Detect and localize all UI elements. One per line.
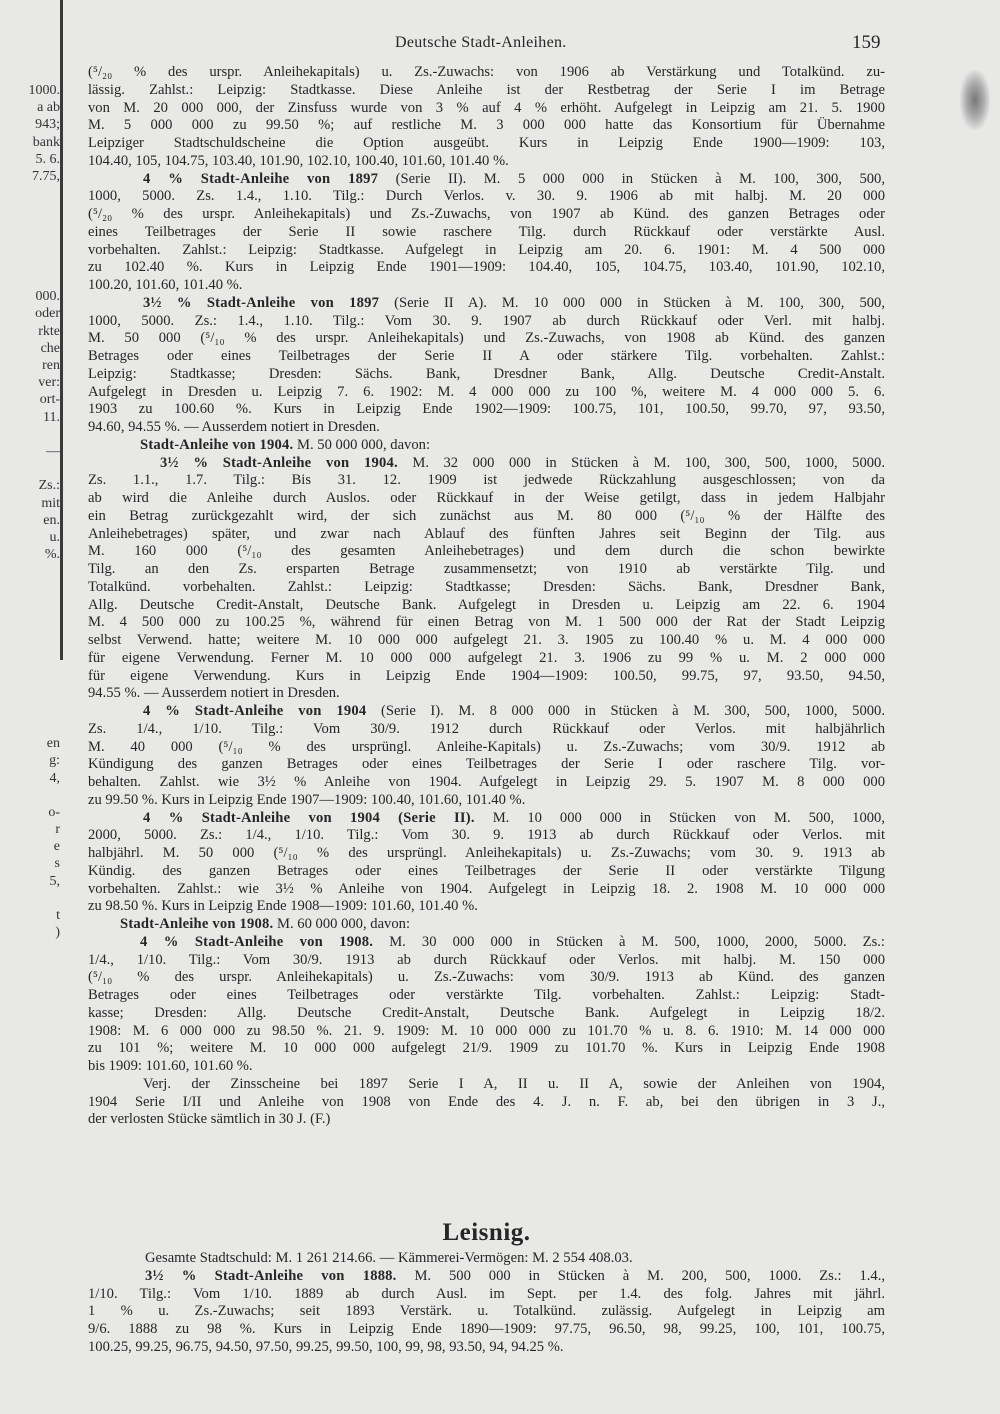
line-text: 9/6. 1888 zu 98 %. Kurs in Leipzig Ende 1890—1909: 97.75, 96.50, 98, 99.25, 100, 101, 100.75, <box>88 1321 885 1337</box>
fragment-line <box>0 460 60 477</box>
entry-paragraph <box>88 295 885 437</box>
text-line <box>88 1111 885 1129</box>
fragment-line <box>0 666 60 683</box>
line-text: der verlosten Stücke sämtlich in 30 J. (F.) <box>88 1111 331 1128</box>
fragment-line: 7.75, <box>32 168 60 184</box>
fragment-line: 943; <box>35 117 60 133</box>
line-text: Totalkünd. vorbehalten. Zahlst.: Leipzig: Stadtkasse; Dresden: Sächs. Bank, Dresdner Bank, <box>88 578 885 595</box>
text-line <box>88 756 885 774</box>
text-line <box>88 650 885 668</box>
fragment-line: %. <box>44 547 60 563</box>
entry-title: 4 % Stadt-Anleihe von 1904 (Serie II). <box>143 809 475 826</box>
entry-title: Stadt-Anleihe von 1908. <box>120 916 274 932</box>
line-text: M. 50 000 000, davon: <box>293 436 431 453</box>
fragment-line: a ab <box>37 100 60 116</box>
fragment-line: 1000. <box>28 83 60 98</box>
fragment-line: u. <box>49 529 60 545</box>
fragment-line <box>0 271 60 288</box>
line-text: 1904 Serie I/II und Anleihe von 1908 von Ende des 4. J. n. F. ab, bei den übrigen in 3 J., <box>88 1093 885 1110</box>
text-line <box>88 277 885 295</box>
fragment-line <box>0 220 60 237</box>
fragment-line: ren <box>42 358 60 373</box>
text-line <box>88 1058 885 1076</box>
text-line <box>88 703 885 721</box>
text-line <box>88 739 885 757</box>
line-text: halbjährl. M. 50 000 (⁵/₁₀ % des ursprüngl. Anleihekapitals) u. Zs.-Zuwachs; vom 30. 9. 1913 ab <box>88 845 885 861</box>
fragment-line: t <box>56 908 60 923</box>
fragment-line: che <box>40 340 60 356</box>
line-text: M. 160 000 (⁵/₁₀ des gesamten Anleihebetrages) und dem durch die schon bewirkte <box>88 543 885 560</box>
running-title: Deutsche Stadt-Anleihen. <box>395 34 567 51</box>
line-text: Zs. 1/4., 1/10. Tilg.: Vom 30/9. 1912 durch Rückkauf oder Verlos. mit halbjährlich <box>88 720 885 737</box>
fragment-line <box>0 563 60 580</box>
text-line <box>88 898 885 916</box>
text-line <box>88 242 885 260</box>
line-text: 1/10. Tilg.: Vom 1/10. 1889 ab durch Ausl. im Sept. per 1.4. des folg. Jahres mit jährl. <box>88 1285 885 1302</box>
line-text: Allg. Deutsche Credit-Anstalt, Deutsche Bank. Aufgelegt in Dresden u. Leipzig am 22. 6. 1904 <box>88 596 885 613</box>
text-line <box>88 792 885 810</box>
fragment-line: 5, <box>49 873 60 889</box>
line-text: 100.25, 99.25, 96.75, 94.50, 97.50, 99.25, 99.50, 100, 99, 98, 93.50, 94, 94.25 %. <box>88 1338 564 1355</box>
text-line <box>88 348 885 366</box>
fragment-line <box>0 185 60 202</box>
text-line <box>88 1076 885 1094</box>
line-text: M. 32 000 000 in Stücken à M. 100, 300, 500, 1000, 5000. <box>397 454 885 471</box>
text-line <box>88 384 885 402</box>
line-text: M. 500 000 in Stücken à M. 200, 500, 1000. Zs.: 1.4., <box>396 1267 885 1284</box>
text-line <box>88 1023 885 1041</box>
text-line <box>88 490 885 508</box>
entry-paragraph <box>88 703 885 810</box>
fragment-line: ) <box>55 925 60 941</box>
text-line <box>88 863 885 881</box>
line-text: ein Betrag zurückgezahlt wird, der sich zunächst aus M. 80 000 (⁵/₁₀ % der Hälfte des <box>88 507 885 524</box>
fragment-line <box>0 580 60 597</box>
sub-entry-2-paragraph <box>88 934 885 1076</box>
line-text: zu 99.50 %. Kurs in Leipzig Ende 1907—1909: 100.40, 101.60, 101.40 %. <box>88 791 526 808</box>
text-line <box>88 135 885 153</box>
text-line <box>88 774 885 792</box>
line-text: 100.20, 101.60, 101.40 %. <box>88 277 243 293</box>
fragment-line <box>0 787 60 804</box>
text-line <box>88 614 885 632</box>
text-line <box>88 561 885 579</box>
entry-title: 3½ % Stadt-Anleihe von 1888. <box>145 1267 397 1284</box>
fragment-line <box>0 202 60 219</box>
text-line <box>88 1321 885 1339</box>
text-line <box>88 82 885 100</box>
text-line <box>88 526 885 544</box>
text-line <box>88 579 885 597</box>
fragment-line: bank <box>32 134 60 150</box>
line-text: von M. 20 000 000, der Zinsfuss wurde von 3 % auf 4 % erhöht. Aufgelegt in Leipzig am 21. 5. 1900 <box>88 99 885 116</box>
fragment-line: 5. 6. <box>35 151 60 167</box>
fragment-line <box>0 718 60 735</box>
fragment-line: en. <box>43 512 60 528</box>
text-line <box>88 117 885 135</box>
fragment-line: en <box>46 736 60 752</box>
line-text: vorbehalten. Zahlst.: Leipzig: Stadtkasse. Aufgelegt in Leipzig am 20. 6. 1901: M. 4 500 000 <box>88 241 885 258</box>
line-text: lässig. Zahlst.: Leipzig: Stadtkasse. Diese Anleihe ist der Restbetrag der Serie I im Betrage <box>88 81 885 98</box>
text-line <box>88 1094 885 1112</box>
text-line <box>88 1303 885 1321</box>
fragment-line <box>0 890 60 907</box>
text-line <box>88 437 885 455</box>
note-paragraph <box>88 1076 885 1129</box>
fragment-line: — <box>46 443 60 459</box>
line-text: M. 5 000 000 zu 99.50 %; auf restliche M. 3 000 000 hatte das Konsortium für Übernahme <box>88 117 885 134</box>
fragment-line <box>0 598 60 615</box>
line-text: M. 4 500 000 zu 100.25 %, während für einen Betrag von M. 1 500 000 der Rat der Stadt Leipzig <box>88 614 885 631</box>
entry <box>88 1268 885 1357</box>
entry-paragraph <box>88 1268 885 1357</box>
fragment-line: 4, <box>49 770 60 786</box>
text-line <box>88 845 885 863</box>
line-text: Verj. der Zinsscheine bei 1897 Serie I A, II u. II A, sowie der Anleihen von 1904, <box>143 1075 885 1092</box>
line-text: 1 % u. Zs.-Zuwachs; seit 1893 Verstärk. u. Totalkünd. zulässig. Aufgelegt in Leipzig am <box>88 1303 885 1320</box>
line-text: zu 102.40 %. Kurs in Leipzig Ende 1901—1909: 104.40, 105, 104.75, 103.40, 101.90, 102.10, <box>88 259 885 276</box>
line-text: M. 10 000 000 in Stücken von M. 500, 1000, <box>474 809 885 826</box>
text-line <box>88 916 885 934</box>
group-heading-2-paragraph <box>88 916 885 934</box>
line-text: Betrages oder eines Teilbetrages oder verstärkte Tilg. vorbehalten. Zahlst.: Leipzig: Stadt- <box>88 987 885 1003</box>
text-line <box>88 1339 885 1357</box>
line-text: M. 60 000 000, davon: <box>273 916 411 932</box>
entry-title: 3½ % Stadt-Anleihe von 1897 <box>143 294 380 311</box>
line-text: Kündigung des ganzen Betrages oder eines Teilbetrages der Serie I oder raschere Tilg. vor- <box>88 756 885 773</box>
line-text: selbst Verwend. hatte; weitere M. 10 000 000 aufgelegt 21. 3. 1905 zu 100.40 % u. M. 4 000 000 <box>88 632 885 648</box>
text-line <box>88 472 885 490</box>
text-line <box>88 419 885 437</box>
line-text: M. 40 000 (⁵/₁₀ % des ursprüngl. Anleihe-Kapitals) u. Zs.-Zuwachs; vom 30/9. 1912 ab <box>88 738 885 755</box>
text-line <box>88 100 885 118</box>
text-line <box>88 827 885 845</box>
page-number: 159 <box>852 32 881 53</box>
text-line <box>88 206 885 224</box>
entry-title: 3½ % Stadt-Anleihe von 1904. <box>160 454 398 471</box>
line-text: 104.40, 105, 104.75, 103.40, 101.90, 102.10, 100.40, 101.60, 101.40 %. <box>88 152 509 169</box>
line-text: Leipzig: Stadtkasse; Dresden: Sächs. Bank, Dresdner Bank, Allg. Deutsche Credit-Anstalt. <box>88 365 885 382</box>
fragment-line: g: <box>49 753 60 769</box>
fragment-line: oder <box>35 306 60 322</box>
text-line <box>88 934 885 952</box>
fragment-line <box>0 254 60 271</box>
main-text <box>88 64 885 1129</box>
text-line <box>88 597 885 615</box>
text-line <box>88 881 885 899</box>
text-line <box>88 259 885 277</box>
page-binding-edge <box>60 0 63 660</box>
text-line <box>88 1268 885 1286</box>
line-text: (Serie II A). M. 10 000 000 in Stücken à M. 100, 300, 500, <box>379 294 885 311</box>
entry-title: Stadt-Anleihe von 1904. <box>140 436 294 453</box>
line-text: (⁵/₂₀ % des urspr. Anleihekapitals) und Zs.-Zuwachs, von 1907 ab Künd. des ganzen Betrages oder <box>88 206 885 222</box>
text-line <box>88 952 885 970</box>
text-line <box>88 224 885 242</box>
line-text: Anleihebetrages) später, und zwar nach Ablauf des fünften Jahres seit Beginn der Tilg. aus <box>88 525 885 542</box>
text-line <box>88 295 885 313</box>
line-text: (Serie II). M. 5 000 000 in Stücken à M. 100, 300, 500, <box>378 170 885 187</box>
fragment-line <box>0 237 60 254</box>
text-line <box>88 455 885 473</box>
line-text: (⁵/₁₀ % des urspr. Anleihekapitals) u. Zs.-Zuwachs: vom 30/9. 1913 ab Künd. des ganzen <box>88 969 885 986</box>
line-text: zu 101 %; weitere M. 10 000 000 aufgelegt 21/9. 1909 zu 101.70 %. Kurs in Leipzig Ende 1908 <box>88 1040 885 1057</box>
line-text: Kündig. des ganzen Betrages oder eines Teilbetrages der Serie II oder verstärkte Tilgung <box>88 862 885 879</box>
fragment-line <box>0 684 60 701</box>
text-line <box>88 153 885 171</box>
text-line <box>88 685 885 703</box>
line-text: (⁵/₂₀ % des urspr. Anleihekapitals) u. Zs.-Zuwachs: von 1906 ab Verstärkung und Totalkünd. zu- <box>88 64 885 80</box>
entry-paragraph <box>88 171 885 295</box>
continuation-paragraph <box>88 64 885 171</box>
entry-title: 4 % Stadt-Anleihe von 1908. <box>140 933 374 950</box>
section-leisnig <box>88 1218 885 1357</box>
line-text: 2000, 5000. Zs.: 1/4., 1/10. Tilg.: Vom 30. 9. 1913 ab durch Rückkauf oder Verlos. mit <box>88 827 885 844</box>
line-text: 1908: M. 6 000 000 zu 98.50 %. 21. 9. 1909: M. 10 000 000 zu 101.70 % u. 8. 6. 1910: M. 14 000 000 <box>88 1022 885 1039</box>
line-text: zu 98.50 %. Kurs in Leipzig Ende 1908—1909: 101.60, 101.40 %. <box>88 898 478 915</box>
text-line <box>88 313 885 331</box>
fragment-line <box>0 632 60 649</box>
fragment-line: r <box>55 822 60 838</box>
text-line <box>88 543 885 561</box>
text-line <box>88 401 885 419</box>
line-text: eines Teilbetrages der Serie II sowie raschere Tilg. durch Rückkauf oder verstärkte Ausl. <box>88 223 885 240</box>
line-text: Aufgelegt in Dresden u. Leipzig 7. 6. 1902: M. 4 000 000 zu 100 %, weitere M. 4 000 000 5. 6. <box>88 383 885 400</box>
text-line <box>88 969 885 987</box>
scan-smudge <box>960 70 990 130</box>
line-text: behalten. Zahlst. wie 3½ % Anleihe von 1904. Aufgelegt in Leipzig 29. 5. 1907 M. 8 000 000 <box>88 774 885 790</box>
text-line <box>88 64 885 82</box>
text-line <box>88 1040 885 1058</box>
text-line <box>88 1005 885 1023</box>
text-line <box>88 987 885 1005</box>
text-line <box>88 366 885 384</box>
line-text: 1903 zu 100.60 %. Kurs in Leipzig Ende 1902—1909: 100.75, 101, 100.50, 99.70, 97, 93.50, <box>88 401 885 418</box>
line-text: kasse; Dresden: Allg. Deutsche Credit-Anstalt, Deutsche Bank. Aufgelegt in Leipzig 18/2. <box>88 1004 885 1021</box>
entry-paragraph <box>88 810 885 917</box>
entry-title: 4 % Stadt-Anleihe von 1897 <box>143 170 379 187</box>
line-text: 1000, 5000. Zs.: 1.4., 1.10. Tilg.: Vom 30. 9. 1907 ab durch Rückkauf oder Verl. mit halbj. <box>88 312 885 329</box>
line-text: 1/4., 1/10. Tilg.: Vom 30/9. 1913 ab durch Rückkauf oder Verlos. mit halbj. M. 150 000 <box>88 951 885 968</box>
fragment-line: o- <box>48 804 60 820</box>
text-line <box>88 508 885 526</box>
fragment-line: e <box>53 839 60 855</box>
entry-title: 4 % Stadt-Anleihe von 1904 <box>143 703 367 719</box>
text-line <box>88 668 885 686</box>
summary-line: Gesamte Stadtschuld: M. 1 261 214.66. — Kämmerei-Vermögen: M. 2 554 408.03. <box>145 1250 633 1266</box>
fragment-line <box>0 701 60 718</box>
line-text: 94.60, 94.55 %. — Ausserdem notiert in Dresden. <box>88 419 380 435</box>
fragment-line <box>0 615 60 632</box>
line-text: ab wird die Anleihe durch Auslos. oder Rückkauf in der Weise getilgt, dass in jedem Halbjahr <box>88 490 885 506</box>
line-text: für eigene Verwendung. Kurs in Leipzig Ende 1904—1909: 100.50, 99.75, 97, 93.50, 94.50, <box>88 667 885 684</box>
fragment-line: rkte <box>38 323 60 339</box>
fragment-line <box>0 426 60 443</box>
text-line <box>88 721 885 739</box>
running-header <box>0 34 1000 58</box>
line-text: vorbehalten. Zahlst.: wie 3½ % Anleihe von 1904. Aufgelegt in Leipzig 18. 2. 1908 M. 10 000 000 <box>88 880 885 897</box>
line-text: bis 1909: 101.60, 101.60 %. <box>88 1058 253 1074</box>
previous-page-fragments <box>0 82 60 941</box>
fragment-line: 000. <box>35 289 60 305</box>
sub-entry-paragraph <box>88 455 885 704</box>
line-text: (Serie I). M. 8 000 000 in Stücken à M. 300, 500, 1000, 5000. <box>366 703 885 719</box>
line-text: M. 50 000 (⁵/₁₀ % des urspr. Anleihekapitals) und Zs.-Zuwachs, von 1908 ab Künd. des ganzen <box>88 330 885 347</box>
fragment-line <box>0 649 60 666</box>
fragment-line: s <box>54 856 60 872</box>
line-text: Betrages oder eines Teilbetrages der Serie II A oder stärkere Tilg. vorbehalten. Zahlst.: <box>88 348 885 364</box>
fragment-line: ort- <box>39 392 60 408</box>
text-line <box>88 1286 885 1304</box>
fragment-line: Zs.: <box>38 478 60 494</box>
fragment-line: ver: <box>38 375 60 391</box>
line-text: 1000, 5000. Zs. 1.4., 1.10. Tilg.: Durch Verlos. v. 30. 9. 1906 ab mit halbj. M. 20 000 <box>88 188 885 205</box>
line-text: für eigene Verwendung. Ferner M. 10 000 000 aufgelegt 21. 3. 1906 zu 99 % u. M. 2 000 000 <box>88 649 885 666</box>
text-line <box>88 171 885 189</box>
line-text: Leipziger Stadtschuldscheine die Option ausgeübt. Kurs in Leipzig Ende 1900—1909: 103, <box>88 135 885 151</box>
line-text: 94.55 %. — Ausserdem notiert in Dresden. <box>88 685 340 702</box>
section-heading: Leisnig. <box>442 1219 531 1246</box>
line-text: Tilg. an den Zs. ersparten Betrage zusammensetzt; von 1910 ab verstärkte Tilg. und <box>88 561 885 577</box>
text-line <box>88 188 885 206</box>
line-text: Zs. 1.1., 1.7. Tilg.: Bis 31. 12. 1909 ist jedwede Rückzahlung ausgeschlossen; von da <box>88 472 885 489</box>
fragment-line: 11. <box>43 409 60 425</box>
group-heading-paragraph <box>88 437 885 455</box>
text-line <box>88 632 885 650</box>
text-line <box>88 810 885 828</box>
fragment-line: mit <box>41 495 60 511</box>
line-text: M. 30 000 000 in Stücken à M. 500, 1000, 2000, 5000. Zs.: <box>373 933 885 950</box>
text-line <box>88 330 885 348</box>
